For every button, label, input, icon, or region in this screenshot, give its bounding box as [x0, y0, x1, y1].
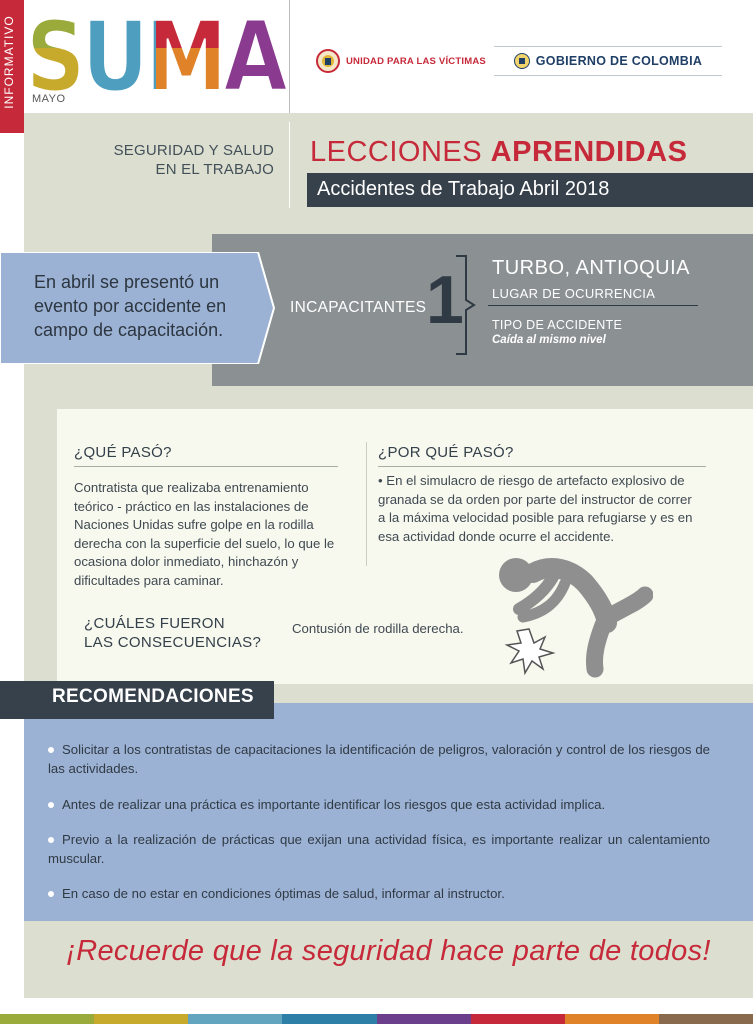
bullet-icon: [48, 747, 54, 753]
victimas-logo: [316, 44, 486, 78]
lecciones-bold: APRENDIDAS: [490, 136, 688, 168]
subtitle: Accidentes de Trabajo Abril 2018: [317, 178, 610, 200]
suma-logo: [26, 8, 288, 94]
topic-line-1: SEGURIDAD Y SALUD: [113, 142, 274, 159]
victimas-label: UNIDAD PARA LAS VÍCTIMAS: [346, 55, 486, 67]
location-name: TURBO, ANTIOQUIA: [492, 257, 691, 279]
colombia-seal-icon: [514, 53, 530, 69]
falling-person-icon: [493, 551, 653, 681]
por-que-paso-title: ¿POR QUÉ PASÓ?: [378, 444, 514, 461]
gobierno-label: GOBIERNO DE COLOMBIA: [535, 54, 703, 68]
location-divider: [488, 305, 698, 306]
stripe-segment: [377, 1014, 471, 1024]
slogan: ¡Recuerde que la seguridad hace parte de todos!: [66, 935, 711, 967]
content-divider: [366, 442, 367, 566]
lecciones-title: [310, 136, 687, 169]
location-label: LUGAR DE OCURRENCIA: [492, 286, 656, 301]
incapacitantes-count: 1: [426, 262, 464, 338]
recommendation-item: Antes de realizar una práctica es importante identificar los riesgos que esta actividad implica.: [48, 795, 710, 814]
bullet-icon: [48, 837, 54, 843]
incapacitantes-label: INCAPACITANTES: [290, 299, 427, 316]
que-paso-underline: [74, 466, 338, 467]
bracket-icon: [454, 254, 478, 356]
event-summary: En abril se presentó un evento por accidente en campo de capacitación.: [34, 272, 227, 340]
gobierno-logo: [494, 46, 722, 76]
recommendation-item: En caso de no estar en condiciones óptimas de salud, informar al instructor.: [48, 884, 710, 903]
recommendations-title: RECOMENDACIONES: [52, 686, 254, 707]
bullet-icon: [48, 802, 54, 808]
bullet-icon: [48, 891, 54, 897]
title-divider: [289, 122, 290, 208]
stripe-segment: [0, 1014, 94, 1024]
stripe-segment: [471, 1014, 565, 1024]
por-que-paso-underline: [378, 466, 706, 467]
stripe-segment: [94, 1014, 188, 1024]
por-que-paso-text: • En el simulacro de riesgo de artefacto explosivo de granada se da orden por parte del instructor de correr a la máxima velocidad posible para refugiarse y es en esa actividad donde ocurre el accidente.: [378, 473, 693, 544]
consecuencias-line-2: LAS CONSECUENCIAS?: [84, 634, 262, 651]
issue-month: MAYO: [32, 93, 66, 105]
accident-type-label: TIPO DE ACCIDENTE: [492, 318, 623, 332]
stripe-segment: [565, 1014, 659, 1024]
que-paso-title: ¿QUÉ PASÓ?: [74, 444, 172, 461]
header-divider: [289, 0, 290, 113]
suma-logo-text: SUMA: [26, 8, 288, 94]
que-paso-text: Contratista que realizaba entrenamiento teórico - práctico en las instalaciones de Naciones Unidas sufre golpe en la rodilla derecha con la superficie del suelo, lo que le ocasiona dolor inmediato, hinchazón y dificultades para caminar.: [74, 480, 335, 588]
recommendation-item: Previo a la realización de prácticas que exijan una actividad física, es importante realizar un calentamiento muscular.: [48, 832, 710, 866]
consecuencias-title: [84, 614, 294, 652]
vertical-label: INFORMATIVO: [2, 15, 16, 109]
colombia-seal-icon: [316, 49, 340, 73]
bottom-color-stripe: [0, 1014, 753, 1024]
accident-type-value: Caída al mismo nivel: [492, 334, 606, 346]
lecciones-regular: LECCIONES: [310, 136, 491, 168]
stripe-segment: [188, 1014, 282, 1024]
topic-line-2: EN EL TRABAJO: [155, 161, 274, 178]
consecuencias-text: Contusión de rodilla derecha.: [292, 621, 464, 636]
stripe-segment: [659, 1014, 753, 1024]
topic-title: [64, 141, 274, 179]
recommendation-item: Solicitar a los contratistas de capacitaciones la identificación de peligros, valoración y control de los riesgos de las actividades.: [48, 742, 710, 776]
consecuencias-line-1: ¿CUÁLES FUERON: [84, 615, 225, 632]
stripe-segment: [282, 1014, 376, 1024]
